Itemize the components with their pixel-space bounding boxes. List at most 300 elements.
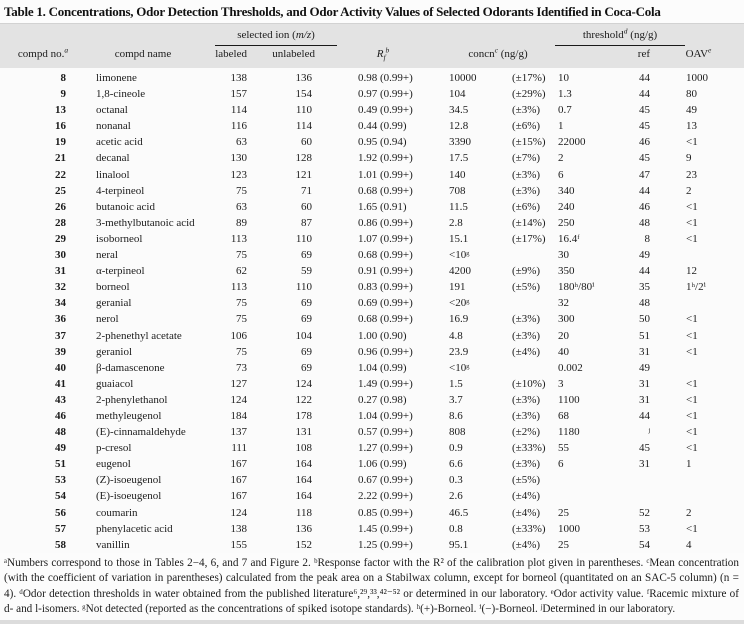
cell-concn: 16.9 [449, 313, 469, 326]
cell-cv: (±3%) [512, 104, 541, 117]
cell-compd-no: 16 [55, 120, 66, 133]
cell-oav: <1 [686, 393, 698, 406]
cell-oav: 23 [686, 168, 697, 181]
cell-compd-name: 3-methylbutanoic acid [96, 216, 195, 229]
cell-cv: (±5%) [512, 474, 541, 487]
table-row [8, 247, 744, 263]
cell-response-factor: 1.45 (0.99+) [358, 522, 413, 535]
cell-ref: 44 [639, 88, 650, 101]
cell-ref: 49 [639, 249, 650, 262]
cell-ref: 48 [639, 297, 650, 310]
table-row [8, 328, 744, 344]
cell-ref: 45 [639, 120, 650, 133]
cell-concn: 95.1 [449, 538, 469, 551]
cell-ref: 53 [639, 522, 650, 535]
cell-ref: 31 [639, 345, 650, 358]
table-row [8, 134, 744, 150]
cell-response-factor: 2.22 (0.99+) [358, 490, 413, 503]
cell-compd-no: 22 [55, 168, 66, 181]
cell-response-factor: 1.04 (0.99) [358, 361, 407, 374]
table-row [8, 295, 744, 311]
cell-unlabeled-ion: 69 [301, 297, 312, 310]
cell-cv: (±6%) [512, 120, 541, 133]
table-row [8, 488, 744, 504]
col-header-labeled: labeled [215, 48, 247, 60]
cell-compd-no: 36 [55, 313, 66, 326]
cell-response-factor: 0.95 (0.94) [358, 136, 407, 149]
cell-response-factor: 0.98 (0.99+) [358, 72, 413, 84]
cell-labeled-ion: 167 [230, 474, 247, 487]
cell-oav: 1 [686, 458, 692, 471]
col-header-oav: OAV$^e$ [685, 45, 712, 60]
cell-threshold: 1.3 [558, 88, 572, 101]
cell-cv: (±3%) [512, 168, 541, 181]
cell-response-factor: 1.27 (0.99+) [358, 442, 413, 455]
cell-compd-name: acetic acid [96, 136, 143, 149]
cell-cv: (±29%) [512, 88, 546, 101]
table-row [8, 199, 744, 215]
cell-ref: 51 [639, 329, 650, 342]
cell-ref: 45 [639, 104, 650, 117]
cell-oav: <1 [686, 216, 698, 229]
cell-concn: 1.5 [449, 377, 463, 390]
table-row [8, 311, 744, 327]
cell-labeled-ion: 75 [236, 345, 247, 358]
cell-response-factor: 1.25 (0.99+) [358, 538, 413, 551]
cell-response-factor: 1.92 (0.99+) [358, 152, 413, 165]
cell-labeled-ion: 123 [230, 168, 247, 181]
cell-unlabeled-ion: 164 [295, 490, 312, 503]
cell-unlabeled-ion: 108 [295, 442, 312, 455]
cell-unlabeled-ion: 164 [295, 458, 312, 471]
col-header-response-factor: $R_f^b$ [376, 45, 390, 63]
cell-threshold: 55 [558, 442, 569, 455]
cell-labeled-ion: 73 [236, 361, 247, 374]
cell-threshold: 180ʰ/80ⁱ [558, 281, 595, 294]
cell-unlabeled-ion: 59 [301, 265, 312, 278]
cell-concn: 0.3 [449, 474, 463, 487]
cell-unlabeled-ion: 136 [295, 522, 312, 535]
table-header [0, 23, 744, 68]
cell-oav: <1 [686, 200, 698, 213]
cell-oav [655, 360, 728, 376]
cell-ref: 45 [639, 152, 650, 165]
cell-compd-no: 32 [55, 281, 66, 294]
cell-labeled-ion: 75 [236, 313, 247, 326]
cell-oav: <1 [686, 232, 698, 245]
cell-response-factor: 0.68 (0.99+) [358, 313, 413, 326]
table-row [8, 392, 744, 408]
cell-labeled-ion: 167 [230, 458, 247, 471]
cell-oav: <1 [686, 136, 698, 149]
cell-concn: 2.8 [449, 216, 463, 229]
cell-labeled-ion: 75 [236, 249, 247, 262]
cell-response-factor: 1.49 (0.99+) [358, 377, 413, 390]
cell-labeled-ion: 63 [236, 136, 247, 149]
cell-concn: 191 [449, 281, 466, 294]
cell-concn: 10000 [449, 72, 477, 84]
cell-compd-no: 31 [55, 265, 66, 278]
table-row [8, 376, 744, 392]
cell-concn: 8.6 [449, 409, 463, 422]
cell-compd-name: eugenol [96, 458, 131, 471]
cell-ref: 31 [639, 458, 650, 471]
cell-cv: (±17%) [512, 232, 546, 245]
table-row [8, 424, 744, 440]
cell-unlabeled-ion: 136 [295, 72, 312, 84]
cell-concn: 808 [449, 426, 466, 439]
cell-compd-name: methyleugenol [96, 409, 162, 422]
cell-cv: (±4%) [512, 506, 541, 519]
cell-compd-name: (E)-cinnamaldehyde [96, 426, 186, 439]
cell-compd-no: 56 [55, 506, 66, 519]
col-header-unlabeled: unlabeled [272, 48, 315, 60]
cell-unlabeled-ion: 152 [295, 538, 312, 551]
cell-threshold: 25 [558, 506, 569, 519]
cell-compd-name: geranial [96, 297, 132, 310]
cell-threshold: 3 [558, 377, 564, 390]
cell-concn: 23.9 [449, 345, 469, 358]
cell-unlabeled-ion: 124 [295, 377, 312, 390]
cell-response-factor: 0.69 (0.99+) [358, 297, 413, 310]
cell-cv: (±9%) [512, 265, 541, 278]
cell-threshold: 22000 [558, 136, 586, 149]
cell-oav [655, 295, 728, 311]
cell-unlabeled-ion: 110 [295, 104, 312, 117]
cell-labeled-ion: 106 [230, 329, 247, 342]
cell-ref [621, 472, 655, 488]
cell-unlabeled-ion: 131 [295, 426, 312, 439]
cell-threshold: 300 [558, 313, 575, 326]
cell-compd-name: 2-phenylethanol [96, 393, 168, 406]
table-row [8, 102, 744, 118]
cell-response-factor: 1.00 (0.90) [358, 329, 407, 342]
cell-compd-name: nerol [96, 313, 119, 326]
cell-oav: <1 [686, 313, 698, 326]
cell-oav [655, 247, 728, 263]
col-header-concn: concn$^c$ (ng/g) [468, 45, 528, 60]
cell-oav: <1 [686, 426, 698, 439]
cell-ref: ʲ [648, 426, 650, 439]
cell-oav: 12 [686, 265, 697, 278]
cell-threshold [549, 488, 621, 504]
cell-cv: (±10%) [512, 377, 546, 390]
cell-threshold: 30 [558, 249, 569, 262]
cell-labeled-ion: 75 [236, 297, 247, 310]
cell-response-factor: 0.44 (0.99) [358, 120, 407, 133]
cell-oav: 1000 [686, 72, 708, 84]
cell-compd-no: 8 [60, 72, 66, 84]
cell-oav: 13 [686, 120, 697, 133]
cell-compd-name: decanal [96, 152, 130, 165]
table-row [8, 150, 744, 166]
cell-concn: 6.6 [449, 458, 463, 471]
cell-labeled-ion: 157 [230, 88, 247, 101]
selected-ion-group-header [215, 27, 337, 46]
cell-concn: 12.8 [449, 120, 469, 133]
cell-concn: 17.5 [449, 152, 469, 165]
cell-oav: <1 [686, 409, 698, 422]
cell-labeled-ion: 127 [230, 377, 247, 390]
cell-threshold: 0.002 [558, 361, 583, 374]
mz-italic: m/z [295, 29, 312, 41]
cell-labeled-ion: 114 [230, 104, 247, 117]
table-title: Table 1. Concentrations, Odor Detection Thresholds, and Odor Activity Values of Selected Odorants Identified in Coca-Cola [4, 4, 661, 19]
cell-compd-no: 9 [60, 88, 66, 101]
cell-compd-no: 30 [55, 249, 66, 262]
cell-threshold: 1180 [558, 426, 580, 439]
cell-compd-no: 34 [55, 297, 66, 310]
cell-compd-name: 1,8-cineole [96, 88, 146, 101]
cell-cv: (±33%) [512, 442, 546, 455]
cell-unlabeled-ion: 60 [301, 136, 312, 149]
cell-labeled-ion: 167 [230, 490, 247, 503]
cell-concn: 3.7 [449, 393, 463, 406]
cell-oav: <1 [686, 377, 698, 390]
cell-unlabeled-ion: 71 [301, 184, 312, 197]
cell-oav: 1ʰ/2ⁱ [686, 281, 706, 294]
cell-response-factor: 1.04 (0.99+) [358, 409, 413, 422]
cell-compd-name: limonene [96, 72, 137, 84]
cell-concn: <20ᵍ [449, 297, 470, 310]
cell-compd-no: 40 [55, 361, 66, 374]
cell-labeled-ion: 138 [230, 522, 247, 535]
cell-ref: 8 [644, 232, 650, 245]
cell-ref: 44 [639, 72, 650, 84]
cell-compd-no: 46 [55, 409, 66, 422]
header-label-row [8, 46, 744, 64]
table-row [8, 505, 744, 521]
cell-compd-name: linalool [96, 168, 130, 181]
cell-oav: 9 [686, 152, 692, 165]
cell-cv: (±33%) [512, 522, 546, 535]
cell-cv: (±2%) [512, 426, 541, 439]
cell-cv: (±3%) [512, 393, 541, 406]
cell-unlabeled-ion: 178 [295, 409, 312, 422]
cell-compd-no: 49 [55, 442, 66, 455]
cell-response-factor: 1.07 (0.99+) [358, 232, 413, 245]
col-header-compd-name: compd name [114, 48, 172, 60]
cell-compd-name: neral [96, 249, 118, 262]
cell-response-factor: 0.91 (0.99+) [358, 265, 413, 278]
cell-unlabeled-ion: 60 [301, 200, 312, 213]
table-row [8, 118, 744, 134]
cell-unlabeled-ion: 104 [295, 329, 312, 342]
table-row [8, 167, 744, 183]
cell-concn: 708 [449, 184, 466, 197]
cell-labeled-ion: 89 [236, 216, 247, 229]
compd-no-footnote-mark: a [64, 45, 69, 55]
table-row [8, 215, 744, 231]
cell-oav: <1 [686, 522, 698, 535]
cell-unlabeled-ion: 69 [301, 249, 312, 262]
cell-concn: 11.5 [449, 200, 468, 213]
cell-concn: 2.6 [449, 490, 463, 503]
cell-cv: (±3%) [512, 184, 541, 197]
cell-response-factor: 0.86 (0.99+) [358, 216, 413, 229]
cell-ref: 46 [639, 136, 650, 149]
cell-compd-no: 39 [55, 345, 66, 358]
cell-threshold: 6 [558, 458, 564, 471]
cell-labeled-ion: 130 [230, 152, 247, 165]
cell-response-factor: 0.97 (0.99+) [358, 88, 413, 101]
cell-threshold: 350 [558, 265, 575, 278]
cell-compd-no: 25 [55, 184, 66, 197]
threshold-footnote-mark: d [623, 26, 628, 36]
cell-oav: 2 [686, 506, 692, 519]
table-row [8, 408, 744, 424]
cell-response-factor: 1.65 (0.91) [358, 200, 407, 213]
table-row [8, 537, 744, 553]
cell-threshold: 16.4ᶠ [558, 232, 580, 245]
cell-threshold: 1100 [558, 393, 580, 406]
cell-compd-name: octanal [96, 104, 128, 117]
selected-ion-group-label: selected ion (m/z) [215, 27, 337, 46]
cell-threshold: 10 [558, 72, 569, 84]
cell-threshold: 68 [558, 409, 569, 422]
cell-cv: (±3%) [512, 409, 541, 422]
cell-unlabeled-ion: 121 [295, 168, 312, 181]
cell-compd-no: 54 [55, 490, 66, 503]
table-row [8, 344, 744, 360]
cell-cv: (±4%) [512, 490, 541, 503]
cell-oav [655, 472, 728, 488]
cell-oav: 80 [686, 88, 697, 101]
cell-compd-name: borneol [96, 281, 130, 294]
cell-concn: 104 [449, 88, 466, 101]
cell-response-factor: 0.67 (0.99+) [358, 474, 413, 487]
page-bottom-edge [0, 620, 744, 624]
cell-compd-no: 51 [55, 458, 66, 471]
cell-compd-name: 2-phenethyl acetate [96, 329, 182, 342]
cell-response-factor: 0.96 (0.99+) [358, 345, 413, 358]
table-row [8, 86, 744, 102]
cell-compd-name: coumarin [96, 506, 138, 519]
cell-labeled-ion: 113 [230, 281, 247, 294]
cell-compd-no: 37 [55, 329, 66, 342]
cell-compd-no: 43 [55, 393, 66, 406]
cell-oav: <1 [686, 442, 698, 455]
table-row [8, 70, 744, 86]
cell-cv: (±3%) [512, 458, 541, 471]
cell-ref: 48 [639, 216, 650, 229]
cell-ref: 44 [639, 184, 650, 197]
table-row [8, 440, 744, 456]
cell-compd-name: β-damascenone [96, 361, 165, 374]
cell-labeled-ion: 124 [230, 393, 247, 406]
header-group-row [8, 27, 744, 46]
cell-cv [487, 360, 549, 376]
cell-compd-no: 53 [55, 474, 66, 487]
table-body [0, 68, 744, 553]
cell-compd-name: (E)-isoeugenol [96, 490, 162, 503]
cell-concn: 0.8 [449, 522, 463, 535]
cell-response-factor: 0.27 (0.98) [358, 393, 407, 406]
cell-unlabeled-ion: 122 [295, 393, 312, 406]
cell-response-factor: 0.68 (0.99+) [358, 184, 413, 197]
cell-concn: 0.9 [449, 442, 463, 455]
cell-threshold: 240 [558, 200, 575, 213]
footnotes: ᵃNumbers correspond to those in Tables 2−4, 6, and 7 and Figure 2. ᵇResponse factor with the R² of the calibration plot given in parentheses. ᶜMean concentration (with the coefficient of variation in parentheses) calculated from the peak area on a Stabilwax column, except for borneol (quantitated on an SAC-5 column) (n = 4). ᵈOdor detection thresholds in water obtained from the published literature⁶,²⁹,³³,⁴²⁻⁵² or determined in our laboratory. ᵉOdor activity value. ᶠRacemic mixture of d- and l-isomers. ᵍNot detected (reported as the concentrations of spiked isotope standards). ʰ(+)-Borneol. ⁱ(−)-Borneol. ʲDetermined in our laboratory. [4, 556, 739, 616]
cell-response-factor: 0.49 (0.99+) [358, 104, 413, 117]
cell-compd-no: 28 [55, 216, 66, 229]
cell-response-factor: 0.85 (0.99+) [358, 506, 413, 519]
cell-response-factor: 1.01 (0.99+) [358, 168, 413, 181]
cell-cv: (±14%) [512, 216, 546, 229]
cell-ref: 54 [639, 538, 650, 551]
cell-labeled-ion: 137 [230, 426, 247, 439]
cell-compd-name: geraniol [96, 345, 133, 358]
cell-unlabeled-ion: 154 [295, 88, 312, 101]
cell-concn: <10ᵍ [449, 361, 470, 374]
cell-ref: 46 [639, 200, 650, 213]
cell-threshold: 1000 [558, 522, 580, 535]
cell-response-factor: 0.68 (0.99+) [358, 249, 413, 262]
table-row [8, 521, 744, 537]
rf-footnote-mark: b [385, 45, 390, 55]
cell-ref: 52 [639, 506, 650, 519]
cell-compd-no: 19 [55, 136, 66, 149]
concn-footnote-mark: c [494, 45, 498, 55]
cell-unlabeled-ion: 110 [295, 281, 312, 294]
cell-compd-name: guaiacol [96, 377, 134, 390]
cell-ref: 35 [639, 281, 650, 294]
table-row [8, 472, 744, 488]
cell-compd-no: 21 [55, 152, 66, 165]
table-row [8, 456, 744, 472]
cell-cv: (±6%) [512, 200, 541, 213]
col-header-compd-no: compd no.$^a$ [17, 45, 69, 60]
cell-cv: (±15%) [512, 136, 546, 149]
cell-ref: 31 [639, 377, 650, 390]
cell-unlabeled-ion: 164 [295, 474, 312, 487]
cell-labeled-ion: 124 [230, 506, 247, 519]
cell-ref: 44 [639, 265, 650, 278]
cell-compd-name: α-terpineol [96, 265, 145, 278]
cell-oav: <1 [686, 345, 698, 358]
cell-compd-no: 26 [55, 200, 66, 213]
cell-threshold: 32 [558, 297, 569, 310]
cell-response-factor: 0.83 (0.99+) [358, 281, 413, 294]
cell-labeled-ion: 113 [230, 232, 247, 245]
cell-compd-name: isoborneol [96, 232, 143, 245]
cell-threshold: 20 [558, 329, 569, 342]
cell-ref: 31 [639, 393, 650, 406]
cell-unlabeled-ion: 69 [301, 313, 312, 326]
cell-compd-name: nonanal [96, 120, 131, 133]
cell-cv [487, 295, 549, 311]
cell-threshold: 6 [558, 168, 564, 181]
cell-threshold: 40 [558, 345, 569, 358]
cell-cv: (±4%) [512, 345, 541, 358]
cell-compd-no: 13 [55, 104, 66, 117]
cell-compd-no: 41 [55, 377, 66, 390]
cell-oav: 4 [686, 538, 692, 551]
cell-concn: 3390 [449, 136, 471, 149]
cell-cv [487, 247, 549, 263]
threshold-group-header [555, 27, 685, 46]
cell-response-factor: 0.57 (0.99+) [358, 426, 413, 439]
cell-concn: 4.8 [449, 329, 463, 342]
cell-cv: (±3%) [512, 313, 541, 326]
cell-labeled-ion: 75 [236, 184, 247, 197]
cell-threshold [549, 472, 621, 488]
cell-compd-name: (Z)-isoeugenol [96, 474, 162, 487]
cell-labeled-ion: 138 [230, 72, 247, 84]
cell-oav: 2 [686, 184, 692, 197]
cell-ref: 50 [639, 313, 650, 326]
cell-ref [621, 488, 655, 504]
